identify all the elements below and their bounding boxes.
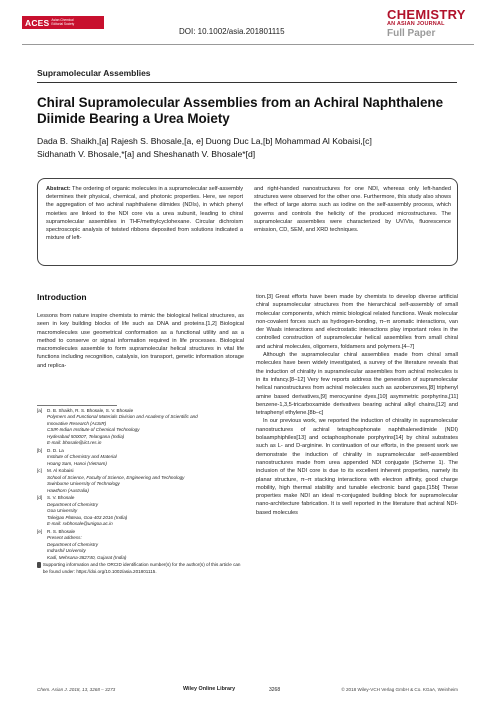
abstract-left-column (46, 185, 243, 242)
affiliation-line: Hawthorn (Australia) (47, 487, 89, 493)
journal-name: CHEMISTRY (387, 7, 466, 22)
affiliation-line: E-mail: bhosale@iict.res.in (47, 440, 102, 446)
affiliation-item (37, 495, 244, 527)
affiliation-key: [b] (37, 447, 43, 453)
affiliation-item (37, 408, 244, 446)
intro-paragraph: tion.[3] Great efforts have been made by chemists to develop diverse artificial chiral supramolecular structures from the hierarchical self-assembly of small molecular components, which mimic biological related functions. Weak molecular non-covalent forces such as hydrogen-bonding, π–π aromatic interactions, van der Waals interactions and electrostatic interactions play important roles in the controlled construction of supramolecular helical assemblies from small chiral and achiral molecules, oligomers, foldamers and polymers.[4–7] (256, 294, 458, 350)
section-divider (37, 82, 457, 83)
affiliation-line: R. S. Bhosale (47, 528, 76, 534)
affiliation-line: Present address: (47, 535, 82, 541)
footer-citation: Chem. Asian J. 2018, 13, 3268 – 3273 (37, 687, 116, 692)
affiliation-lines (47, 529, 126, 561)
article-type: Full Paper (387, 28, 436, 39)
intro-right-column (256, 293, 458, 517)
affiliation-line: Hoang Sam, Hanoi (Vietnam) (47, 460, 107, 466)
affiliation-line: CSIR-Indian Institute of Chemical Technology (47, 427, 140, 433)
affiliation-lines (47, 495, 127, 527)
affiliation-line: Department of Chemistry (47, 501, 99, 507)
affiliation-line: Taleigao Plateau, Goa-403 2016 (India) (47, 514, 128, 520)
page-header (0, 0, 496, 52)
footer-library-link[interactable]: Wiley Online Library (183, 686, 236, 692)
footer-page-number: 3268 (269, 687, 281, 693)
affiliation-lines (47, 468, 184, 494)
affiliation-line: Kadi, Mehsana-382740, Gujarat (India) (47, 554, 127, 560)
affiliation-line: M. Al Kobaisi (47, 468, 74, 474)
affiliation-key: [d] (37, 495, 43, 501)
intro-left-column (37, 312, 244, 370)
affiliation-line: Swinburne University of Technology (47, 481, 120, 487)
authors-line-1: Dada B. Shaikh,[a] Rajesh S. Bhosale,[a, e] Duong Duc La,[b] Mohammad Al Kobaisi,[c] (37, 136, 372, 146)
affiliation-key: [e] (37, 528, 43, 534)
supporting-info-icon (37, 562, 41, 568)
affiliation-line: Institute of Chemistry and Material (47, 454, 117, 460)
author-list (37, 135, 467, 160)
affiliation-line: Department of Chemistry (47, 541, 99, 547)
affiliation-item (37, 529, 244, 561)
section-label: Supramolecular Assemblies (37, 68, 151, 78)
header-divider (22, 44, 474, 45)
journal-subtitle: AN ASIAN JOURNAL (387, 21, 445, 27)
affiliation-item (37, 468, 244, 494)
abstract-label: Abstract: (46, 186, 71, 192)
affiliation-line: S. V. Bhosale (47, 495, 75, 501)
affiliations-divider (37, 405, 117, 406)
supporting-info-text[interactable]: Supporting information and the ORCID identification number(s) for the author(s) of this article can be found under: https://doi.org/10.1002/asia.201801115. (42, 562, 241, 574)
supporting-info-note (37, 562, 244, 575)
affiliation-line: School of Science, Faculty of Science, Engineering and Technology (47, 474, 185, 480)
affiliation-key: [a] (37, 408, 43, 413)
affiliations-block (37, 408, 244, 577)
journal-logo (387, 8, 477, 39)
authors-line-2: Sidhanath V. Bhosale,*[a] and Sheshanath V. Bhosale*[d] (37, 148, 256, 159)
introduction-heading: Introduction (37, 292, 87, 302)
abstract-text-left: The ordering of organic molecules in a supramolecular self-assembly determines their physical, chemical, and photonic properties. Here, we report the aggregation of two achiral naphthalene diimides (NDIs), in which phenyl moieties are linked to the NDI core via a urea subunit, leading to chiral supramolecular assemblies in THF/methylcyclohexane. Circular dichroism spectroscopic analysis of twisted ribbons deposited from solutions indicated a mixture of left- (46, 186, 243, 242)
aces-logo (22, 16, 104, 29)
intro-paragraph: Although the supramolecular chiral assemblies made from chiral small molecules have been widely investigated, a survey of the literature reveals that the induction of chirality in supramolecular assemblies from achiral molecules is in its infancy.[8–12] Very few reports address the generation of supramolecular helical nanostructures from achiral molecules such as azobenzenes,[8] triphenyl amine based derivatives,[9] merocyanine dyes,[10] asymmetric porphyrins,[11] benzene-1,3,5-tricarboxamide derivatives bearing achiral alkyl chains,[12] and tetraphenyl ethylene.[8b–c] (256, 352, 458, 417)
affiliation-lines (47, 448, 117, 467)
intro-paragraph: In our previous work, we reported the induction of chirality in supramolecular nanostructures of achiral tetraphosphonate naphthalenediimide (NDI) bolaamphiphiles[13] and octaphosphonate porphyrins[14] by chiral substrates such as L- and D-arginine. In continuation of our efforts, in the present work we demonstrate the induction of chirality in supramolecular self-assembled nanostructures made from urea appended NDI conjugate (Scheme 1). The inclusion of the NDI core is due to its excellent inherent properties, namely its planar structure, π–π stacking interactions with electron affinity, good charge mobility, high thermal stability and tunable electronic band gaps.[15b] These properties make NDI an ideal π-conjugated building block for supramolecular nano-architecture fabrication. It is well reported in the literature that achiral NDI-based molecules (256, 418, 458, 516)
abstract-box (37, 178, 458, 266)
page-footer (37, 687, 458, 695)
doi-link[interactable]: DOI: 10.1002/asia.201801115 (179, 27, 285, 36)
affiliation-line: Polymers and Functional Materials Division and Academy of Scientific and (47, 414, 198, 420)
aces-logo-subtitle: Asian Chemical Editorial Society (51, 17, 75, 26)
aces-logo-text: ACES (25, 17, 50, 28)
affiliation-item (37, 448, 244, 467)
intro-paragraph: Lessons from nature inspire chemists to mimic the biological helical structures, as seen in key building blocks of life such as DNA and proteins.[1,2] Biological macromolecules use geometrical conformation as a functional utility and as a method to conserve or signal information required in life processes. Biological macromolecules assemble to form supramolecular helical structures in vital life functions including recognition, catalysis, ion transport, genetic information storage and replica- (37, 313, 244, 369)
article-title: Chiral Supramolecular Assemblies from an Achiral Naphthalene Diimide Bearing a Urea Moiety (37, 95, 444, 126)
footer-copyright: © 2018 Wiley-VCH Verlag GmbH & Co. KGaA, Weinheim (341, 687, 458, 692)
affiliation-line: Hyderabad 500007, Telangana (India) (47, 433, 125, 439)
affiliation-key: [c] (37, 468, 42, 474)
affiliation-line: Innovative Research (AcSIR) (47, 420, 107, 426)
affiliation-line: E-mail: svbhosale@unigoa.ac.in (47, 521, 113, 527)
affiliation-line: Indrashil University (47, 548, 86, 554)
affiliation-line: D. D. La (47, 447, 64, 453)
abstract-right-column: and right-handed nanostructures for one NDI, whereas only left-handed structures were observed for the other one. Furthermore, this study also shows the effect of large atoms such as iodine on the self-assembly process, which governs and controls the helicity of the produced microstructures. The supramolecular assemblies were characterized by UV/Vis, fluorescence emission, CD, SEM, and XRD techniques. (254, 186, 451, 234)
affiliation-line: D. B. Shaikh, R. S. Bhosale, S. V. Bhosale (47, 408, 134, 413)
affiliation-line: Goa University (47, 508, 78, 514)
affiliation-lines (47, 408, 198, 446)
